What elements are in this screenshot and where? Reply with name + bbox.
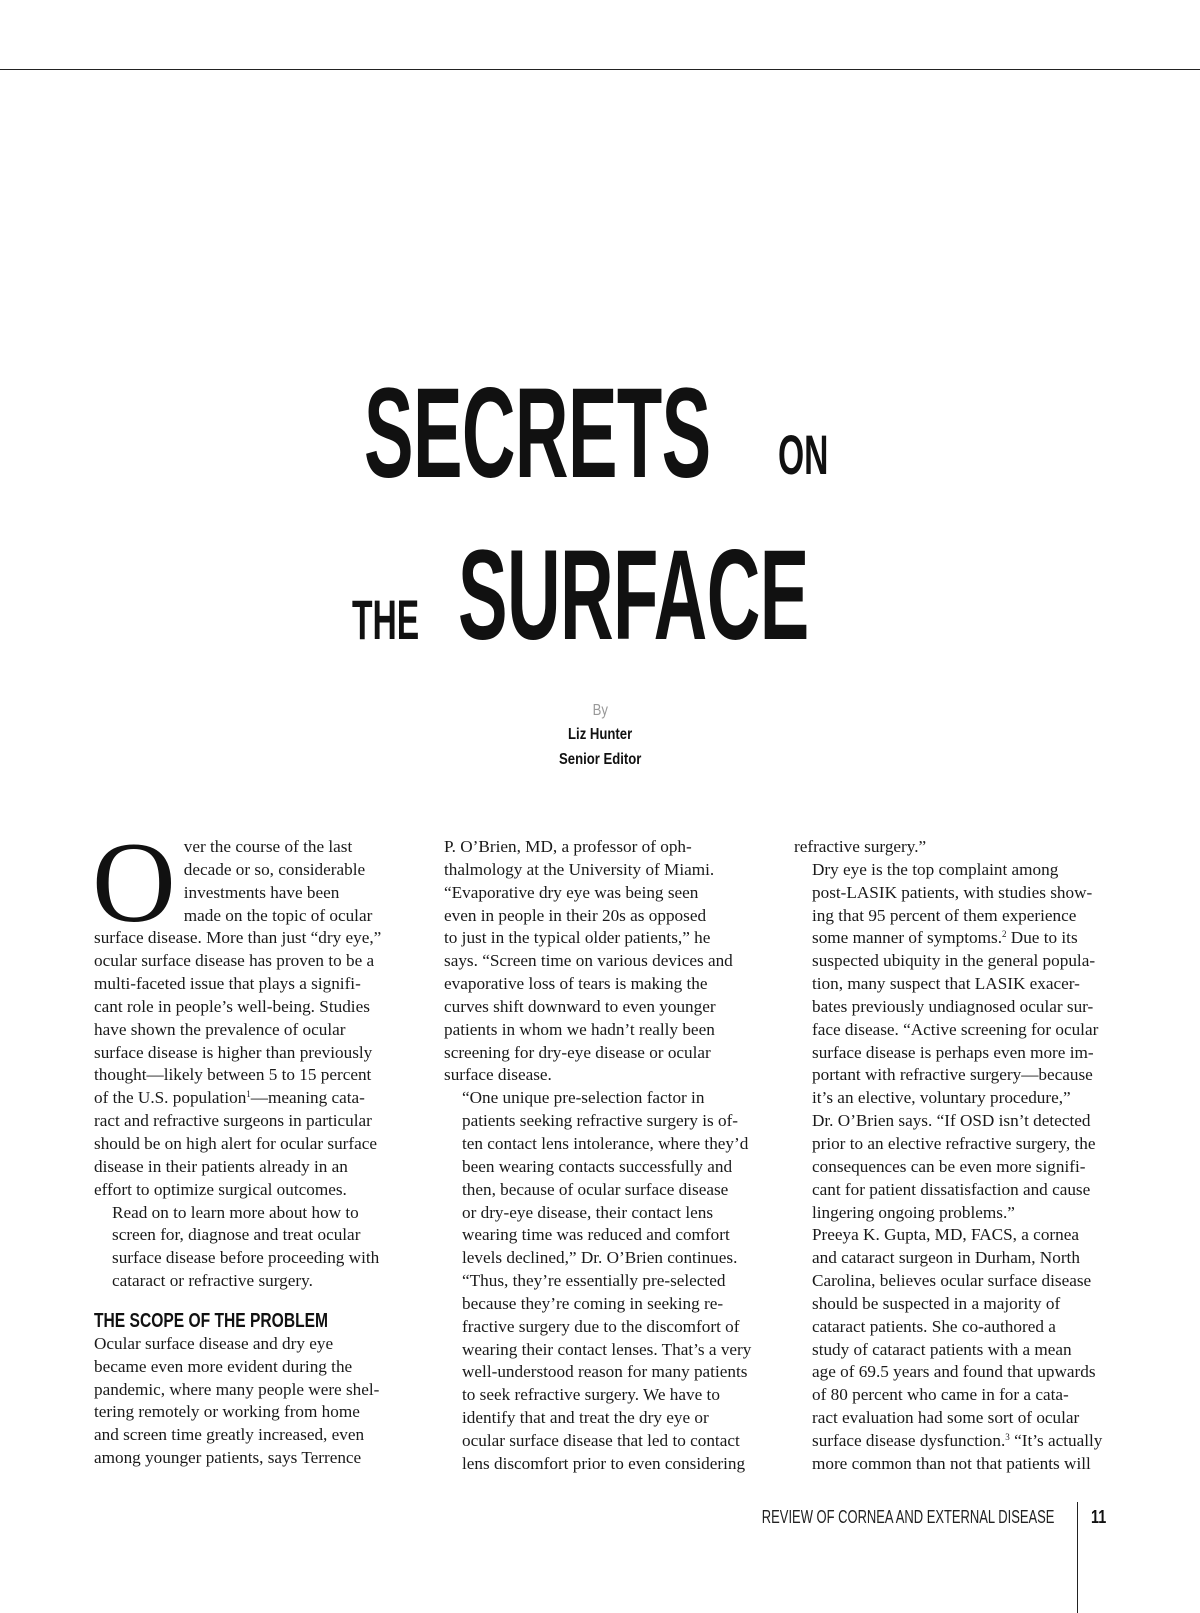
text-line: it’s an elective, voluntary procedure,”	[812, 1088, 1071, 1108]
paragraph-obrien-1	[444, 836, 759, 1087]
text-line: study of cataract patients with a mean	[812, 1339, 1072, 1359]
footer-divider	[1077, 1502, 1078, 1613]
dropcap: O	[92, 819, 176, 947]
paragraph-intro	[92, 819, 409, 1202]
c1-p1b	[94, 1110, 409, 1201]
text-line: consequences can be even more signifi-	[812, 1156, 1086, 1176]
text-line: have shown the prevalence of ocular	[94, 1019, 346, 1039]
text-line: cataract or refractive surgery.	[112, 1271, 313, 1291]
text-line: multi-faceted issue that plays a signifi-	[94, 974, 361, 994]
citation-3: 3	[1005, 1431, 1010, 1442]
text-line: lens discomfort prior to even considering	[462, 1453, 746, 1473]
text-line: investments have been	[183, 882, 340, 902]
text-line: lingering ongoing problems.”	[812, 1202, 1015, 1222]
byline-author: Liz Hunter	[567, 726, 633, 743]
text-line: P. O’Brien, MD, a professor of oph-	[444, 837, 692, 856]
text-line: screen for, diagnose and treat ocular	[112, 1225, 361, 1245]
text-line: screening for dry-eye disease or ocular	[444, 1042, 711, 1062]
text-line: disease in their patients already in an	[94, 1156, 348, 1176]
text-line: should be on high alert for ocular surface	[94, 1133, 378, 1153]
text-line: wearing time was reduced and comfort	[462, 1225, 730, 1245]
text-line: suspected ubiquity in the general popula-	[812, 951, 1096, 971]
text-line: because they’re coming in seeking re-	[462, 1293, 724, 1313]
column-2	[444, 836, 759, 1476]
text-line: cataract patients. She co-authored a	[812, 1316, 1056, 1336]
text-line: Read on to learn more about how to	[112, 1202, 359, 1222]
text-line: effort to optimize surgical outcomes.	[94, 1179, 347, 1199]
text-line: ten contact lens intolerance, where they’d	[462, 1133, 749, 1153]
text-line: more common than not that patients will	[812, 1453, 1091, 1473]
text-line: been wearing contacts successfully and	[462, 1156, 733, 1176]
byline-role: Senior Editor	[558, 751, 642, 768]
text-line: ing that 95 percent of them experience	[812, 905, 1077, 925]
text-line: portant with refractive surgery—because	[812, 1065, 1093, 1085]
text-line: Dr. O’Brien says. “If OSD isn’t detected	[812, 1111, 1091, 1131]
c1-p2	[94, 1202, 409, 1293]
text-line: ocular surface disease that led to contact	[462, 1430, 740, 1450]
text-line: surface disease.	[444, 1065, 552, 1085]
text-line: surface disease before proceeding with	[112, 1248, 380, 1268]
text-line: surface disease. More than just “dry eye,”	[94, 928, 382, 948]
publication-name: REVIEW OF CORNEA AND EXTERNAL DISEASE	[761, 1507, 1054, 1527]
text-line: became even more evident during the	[94, 1356, 353, 1376]
title-the: THE	[352, 588, 420, 651]
text-line: decade or so, considerable	[183, 859, 366, 879]
text-line: should be suspected in a majority of	[812, 1293, 1061, 1313]
paragraph-continued	[794, 836, 1109, 859]
text-line: thought—likely between 5 to 15 percent	[94, 1065, 372, 1085]
c2-p2	[444, 1087, 759, 1475]
citation-1: 1	[246, 1089, 251, 1100]
text-line-with-citation: surface disease dysfunction.$^3$ “It’s actually	[812, 1430, 1103, 1450]
text-line: curves shift downward to even younger	[444, 996, 716, 1016]
text-line: cant for patient dissatisfaction and cause	[812, 1179, 1091, 1199]
text-line: fractive surgery due to the discomfort of	[462, 1316, 740, 1336]
text-line: surface disease is higher than previously	[94, 1042, 373, 1062]
page-number: 11	[1091, 1507, 1107, 1527]
text-line: surface disease is perhaps even more im-	[812, 1042, 1094, 1062]
paragraph-gupta	[794, 1224, 1109, 1475]
text-line: Carolina, believes ocular surface disease	[812, 1271, 1092, 1291]
text-line: says. “Screen time on various devices and	[444, 951, 733, 971]
title-secrets: SECRETS	[364, 362, 711, 505]
paragraph-obrien-2	[444, 1087, 759, 1475]
text-line: Ocular surface disease and dry eye	[94, 1333, 334, 1353]
text-line: to seek refractive surgery. We have to	[462, 1385, 720, 1405]
paragraph-lasik	[794, 859, 1109, 1225]
text-line: wearing their contact lenses. That’s a very	[462, 1339, 752, 1359]
section-heading: THE SCOPE OF THE PROBLEM	[94, 1309, 329, 1332]
text-line: ract evaluation had some sort of ocular	[812, 1408, 1080, 1428]
title-on: ON	[778, 423, 829, 486]
text-line: Preeya K. Gupta, MD, FACS, a cornea	[812, 1225, 1079, 1245]
text-line: or dry-eye disease, their contact lens	[462, 1202, 714, 1222]
text-line: and cataract surgeon in Durham, North	[812, 1248, 1080, 1268]
text-line: tering remotely or working from home	[94, 1402, 360, 1422]
text-line: “Thus, they’re essentially pre-selected	[462, 1271, 726, 1291]
text-line: ract and refractive surgeons in particular	[94, 1111, 372, 1131]
text-line: ver the course of the last	[183, 837, 353, 856]
text-line: patients in whom we hadn’t really been	[444, 1019, 715, 1039]
c3-p1a	[794, 859, 1109, 928]
c3-p2b	[794, 1453, 1109, 1476]
text-line: thalmology at the University of Miami.	[444, 859, 715, 879]
text-line: patients seeking refractive surgery is of-	[462, 1111, 739, 1131]
text-line: age of 69.5 years and found that upwards	[812, 1362, 1096, 1382]
text-line: then, because of ocular surface disease	[462, 1179, 729, 1199]
text-line: even in people in their 20s as opposed	[444, 905, 707, 925]
text-line: pandemic, where many people were shel-	[94, 1379, 380, 1399]
text-line: evaporative loss of tears is making the	[444, 974, 708, 994]
text-line: among younger patients, says Terrence	[94, 1448, 362, 1468]
text-line: made on the topic of ocular	[183, 905, 373, 925]
text-line: face disease. “Active screening for ocular	[812, 1019, 1099, 1039]
citation-2: 2	[1002, 929, 1007, 940]
paragraph-read-on	[94, 1202, 409, 1293]
text-line: and screen time greatly increased, even	[94, 1425, 365, 1445]
c3-p2a	[794, 1224, 1109, 1430]
title-surface: SURFACE	[458, 524, 809, 667]
text-line: refractive surgery.”	[794, 837, 927, 856]
text-line: ocular surface disease has proven to be a	[94, 951, 375, 971]
column-3	[794, 836, 1109, 1476]
c3-p1b	[794, 950, 1109, 1224]
top-rule	[0, 69, 1200, 70]
text-line: prior to an elective refractive surgery, the	[812, 1133, 1096, 1153]
c1-p3	[94, 1333, 409, 1470]
byline-label: By	[592, 702, 608, 719]
text-line: cant role in people’s well-being. Studies	[94, 996, 370, 1016]
text-line: levels declined,” Dr. O’Brien continues.	[462, 1248, 738, 1268]
text-line-with-citation: some manner of symptoms.$^2$ Due to its	[812, 928, 1078, 948]
text-line: to just in the typical older patients,” he	[444, 928, 711, 948]
text-line: of 80 percent who came in for a cata-	[812, 1385, 1069, 1405]
text-line-with-citation: of the U.S. population$^1$—meaning cata-	[94, 1088, 365, 1108]
text-line: “Evaporative dry eye was being seen	[444, 882, 699, 902]
text-line: post-LASIK patients, with studies show-	[812, 882, 1093, 902]
text-line: “One unique pre-selection factor in	[462, 1088, 705, 1108]
text-line: well-understood reason for many patients	[462, 1362, 748, 1382]
column-1	[92, 819, 409, 1470]
text-line: bates previously undiagnosed ocular sur-	[812, 996, 1094, 1016]
paragraph-scope	[94, 1333, 409, 1470]
c2-p1	[444, 836, 759, 1087]
text-line: identify that and treat the dry eye or	[462, 1408, 709, 1428]
article-title	[0, 360, 1200, 667]
text-line: Dry eye is the top complaint among	[812, 859, 1059, 879]
text-line: tion, many suspect that LASIK exacer-	[812, 974, 1080, 994]
